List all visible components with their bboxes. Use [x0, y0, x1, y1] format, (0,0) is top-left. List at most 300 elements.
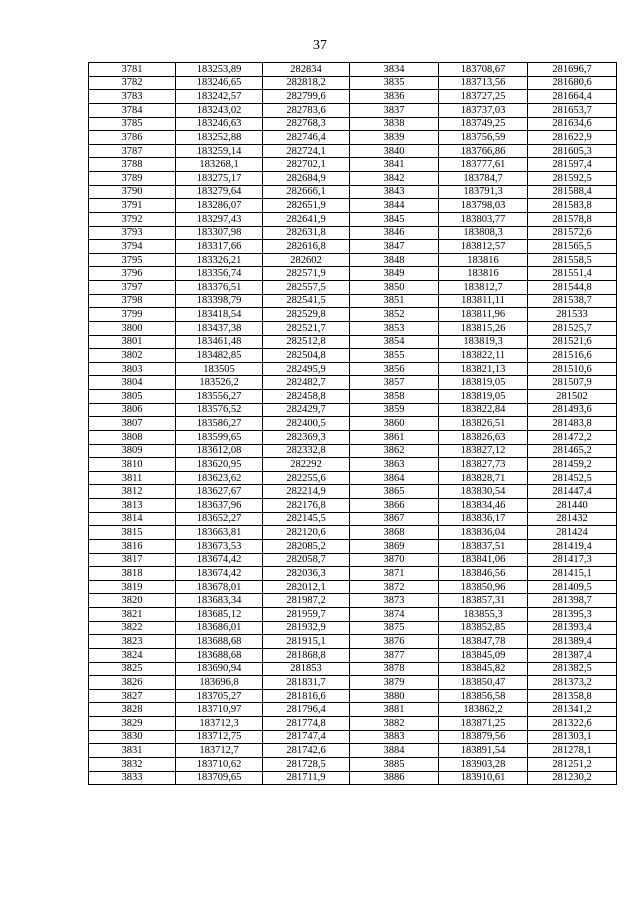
y-coordinate-cell: 281622,9	[528, 131, 617, 145]
x-coordinate-cell: 183862,2	[439, 703, 528, 717]
y-coordinate-cell: 281742,6	[263, 744, 350, 758]
y-coordinate-cell: 282783,6	[263, 103, 350, 117]
point-number-cell: 3804	[89, 376, 176, 390]
table-row	[89, 512, 617, 526]
table-row	[89, 662, 617, 676]
x-coordinate-cell: 183827,12	[439, 444, 528, 458]
x-coordinate-cell: 183252,88	[176, 131, 263, 145]
y-coordinate-cell: 281502	[528, 390, 617, 404]
x-coordinate-cell: 183253,89	[176, 63, 263, 77]
y-coordinate-cell: 281424	[528, 526, 617, 540]
y-coordinate-cell: 282495,9	[263, 362, 350, 376]
table-row	[89, 471, 617, 485]
y-coordinate-cell: 281565,5	[528, 240, 617, 254]
x-coordinate-cell: 183690,94	[176, 662, 263, 676]
y-coordinate-cell: 281398,7	[528, 594, 617, 608]
point-number-cell: 3869	[350, 539, 439, 553]
x-coordinate-cell: 183482,85	[176, 349, 263, 363]
y-coordinate-cell: 281393,4	[528, 621, 617, 635]
y-coordinate-cell: 281493,6	[528, 403, 617, 417]
point-number-cell: 3864	[350, 471, 439, 485]
x-coordinate-cell: 183505	[176, 362, 263, 376]
table-row	[89, 594, 617, 608]
y-coordinate-cell: 281634,6	[528, 117, 617, 131]
point-number-cell: 3878	[350, 662, 439, 676]
y-coordinate-cell: 282176,8	[263, 499, 350, 513]
x-coordinate-cell: 183850,96	[439, 580, 528, 594]
point-number-cell: 3806	[89, 403, 176, 417]
y-coordinate-cell: 282641,9	[263, 212, 350, 226]
y-coordinate-cell: 281521,6	[528, 335, 617, 349]
table-row	[89, 185, 617, 199]
point-number-cell: 3851	[350, 294, 439, 308]
x-coordinate-cell: 183674,42	[176, 553, 263, 567]
x-coordinate-cell: 183674,42	[176, 567, 263, 581]
point-number-cell: 3823	[89, 635, 176, 649]
point-number-cell: 3805	[89, 390, 176, 404]
y-coordinate-cell: 282684,9	[263, 172, 350, 186]
point-number-cell: 3835	[350, 76, 439, 90]
point-number-cell: 3870	[350, 553, 439, 567]
y-coordinate-cell: 282145,5	[263, 512, 350, 526]
table-row	[89, 730, 617, 744]
point-number-cell: 3842	[350, 172, 439, 186]
y-coordinate-cell: 281987,2	[263, 594, 350, 608]
x-coordinate-cell: 183398,79	[176, 294, 263, 308]
x-coordinate-cell: 183663,81	[176, 526, 263, 540]
x-coordinate-cell: 183836,17	[439, 512, 528, 526]
table-row	[89, 103, 617, 117]
point-number-cell: 3854	[350, 335, 439, 349]
table-row	[89, 458, 617, 472]
y-coordinate-cell: 281395,3	[528, 608, 617, 622]
y-coordinate-cell: 282616,8	[263, 240, 350, 254]
y-coordinate-cell: 282012,1	[263, 580, 350, 594]
y-coordinate-cell: 281419,4	[528, 539, 617, 553]
coordinates-table	[88, 62, 617, 785]
point-number-cell: 3840	[350, 144, 439, 158]
table-row	[89, 212, 617, 226]
point-number-cell: 3827	[89, 689, 176, 703]
y-coordinate-cell: 281680,6	[528, 76, 617, 90]
x-coordinate-cell: 183623,62	[176, 471, 263, 485]
margin-mark	[6, 244, 9, 247]
table-row	[89, 744, 617, 758]
table-row	[89, 417, 617, 431]
y-coordinate-cell: 281230,2	[528, 771, 617, 785]
point-number-cell: 3852	[350, 308, 439, 322]
point-number-cell: 3886	[350, 771, 439, 785]
y-coordinate-cell: 281452,5	[528, 471, 617, 485]
table-row	[89, 90, 617, 104]
y-coordinate-cell: 281932,9	[263, 621, 350, 635]
x-coordinate-cell: 183418,54	[176, 308, 263, 322]
x-coordinate-cell: 183437,38	[176, 321, 263, 335]
x-coordinate-cell: 183812,57	[439, 240, 528, 254]
x-coordinate-cell: 183903,28	[439, 757, 528, 771]
x-coordinate-cell: 183710,97	[176, 703, 263, 717]
x-coordinate-cell: 183826,51	[439, 417, 528, 431]
point-number-cell: 3855	[350, 349, 439, 363]
point-number-cell: 3860	[350, 417, 439, 431]
y-coordinate-cell: 282292	[263, 458, 350, 472]
y-coordinate-cell: 282512,8	[263, 335, 350, 349]
y-coordinate-cell: 282834	[263, 63, 350, 77]
point-number-cell: 3846	[350, 226, 439, 240]
x-coordinate-cell: 183678,01	[176, 580, 263, 594]
table-row	[89, 240, 617, 254]
point-number-cell: 3792	[89, 212, 176, 226]
x-coordinate-cell: 183826,63	[439, 430, 528, 444]
y-coordinate-cell: 282482,7	[263, 376, 350, 390]
point-number-cell: 3868	[350, 526, 439, 540]
point-number-cell: 3837	[350, 103, 439, 117]
point-number-cell: 3824	[89, 648, 176, 662]
y-coordinate-cell: 281525,7	[528, 321, 617, 335]
x-coordinate-cell: 183822,11	[439, 349, 528, 363]
x-coordinate-cell: 183812,7	[439, 281, 528, 295]
x-coordinate-cell: 183811,96	[439, 308, 528, 322]
table-row	[89, 131, 617, 145]
y-coordinate-cell: 281510,6	[528, 362, 617, 376]
x-coordinate-cell: 183243,02	[176, 103, 263, 117]
x-coordinate-cell: 183845,09	[439, 648, 528, 662]
point-number-cell: 3781	[89, 63, 176, 77]
y-coordinate-cell: 281796,4	[263, 703, 350, 717]
x-coordinate-cell: 183708,67	[439, 63, 528, 77]
point-number-cell: 3817	[89, 553, 176, 567]
y-coordinate-cell: 282400,5	[263, 417, 350, 431]
x-coordinate-cell: 183816	[439, 253, 528, 267]
point-number-cell: 3841	[350, 158, 439, 172]
x-coordinate-cell: 183712,3	[176, 717, 263, 731]
x-coordinate-cell: 183713,56	[439, 76, 528, 90]
x-coordinate-cell: 183856,58	[439, 689, 528, 703]
x-coordinate-cell: 183879,56	[439, 730, 528, 744]
x-coordinate-cell: 183766,86	[439, 144, 528, 158]
point-number-cell: 3883	[350, 730, 439, 744]
y-coordinate-cell: 281278,1	[528, 744, 617, 758]
x-coordinate-cell: 183556,27	[176, 390, 263, 404]
x-coordinate-cell: 183816	[439, 267, 528, 281]
y-coordinate-cell: 281533	[528, 308, 617, 322]
y-coordinate-cell: 282429,7	[263, 403, 350, 417]
table-row	[89, 580, 617, 594]
y-coordinate-cell: 281558,5	[528, 253, 617, 267]
point-number-cell: 3877	[350, 648, 439, 662]
x-coordinate-cell: 183847,78	[439, 635, 528, 649]
table-row	[89, 703, 617, 717]
x-coordinate-cell: 183688,68	[176, 648, 263, 662]
x-coordinate-cell: 183688,68	[176, 635, 263, 649]
y-coordinate-cell: 281483,8	[528, 417, 617, 431]
point-number-cell: 3850	[350, 281, 439, 295]
point-number-cell: 3831	[89, 744, 176, 758]
x-coordinate-cell: 183317,66	[176, 240, 263, 254]
x-coordinate-cell: 183246,65	[176, 76, 263, 90]
table-row	[89, 321, 617, 335]
y-coordinate-cell: 281382,5	[528, 662, 617, 676]
x-coordinate-cell: 183620,95	[176, 458, 263, 472]
point-number-cell: 3862	[350, 444, 439, 458]
x-coordinate-cell: 183586,27	[176, 417, 263, 431]
y-coordinate-cell: 281578,8	[528, 212, 617, 226]
y-coordinate-cell: 281373,2	[528, 676, 617, 690]
point-number-cell: 3865	[350, 485, 439, 499]
x-coordinate-cell: 183855,3	[439, 608, 528, 622]
y-coordinate-cell: 282702,1	[263, 158, 350, 172]
x-coordinate-cell: 183599,65	[176, 430, 263, 444]
x-coordinate-cell: 183845,82	[439, 662, 528, 676]
point-number-cell: 3794	[89, 240, 176, 254]
x-coordinate-cell: 183712,75	[176, 730, 263, 744]
y-coordinate-cell: 281251,2	[528, 757, 617, 771]
y-coordinate-cell: 281387,4	[528, 648, 617, 662]
table-row	[89, 144, 617, 158]
point-number-cell: 3843	[350, 185, 439, 199]
x-coordinate-cell: 183819,05	[439, 376, 528, 390]
y-coordinate-cell: 281447,4	[528, 485, 617, 499]
y-coordinate-cell: 281472,2	[528, 430, 617, 444]
point-number-cell: 3821	[89, 608, 176, 622]
x-coordinate-cell: 183461,48	[176, 335, 263, 349]
table-row	[89, 308, 617, 322]
x-coordinate-cell: 183841,06	[439, 553, 528, 567]
y-coordinate-cell: 281831,7	[263, 676, 350, 690]
point-number-cell: 3793	[89, 226, 176, 240]
y-coordinate-cell: 282557,5	[263, 281, 350, 295]
point-number-cell: 3871	[350, 567, 439, 581]
x-coordinate-cell: 183871,25	[439, 717, 528, 731]
y-coordinate-cell: 282120,6	[263, 526, 350, 540]
y-coordinate-cell: 281516,6	[528, 349, 617, 363]
x-coordinate-cell: 183777,61	[439, 158, 528, 172]
x-coordinate-cell: 183822,84	[439, 403, 528, 417]
point-number-cell: 3813	[89, 499, 176, 513]
y-coordinate-cell: 282799,6	[263, 90, 350, 104]
x-coordinate-cell: 183612,08	[176, 444, 263, 458]
table-row	[89, 689, 617, 703]
point-number-cell: 3822	[89, 621, 176, 635]
point-number-cell: 3829	[89, 717, 176, 731]
x-coordinate-cell: 183268,1	[176, 158, 263, 172]
point-number-cell: 3847	[350, 240, 439, 254]
point-number-cell: 3799	[89, 308, 176, 322]
y-coordinate-cell: 281551,4	[528, 267, 617, 281]
table-row	[89, 76, 617, 90]
y-coordinate-cell: 281747,4	[263, 730, 350, 744]
y-coordinate-cell: 281322,6	[528, 717, 617, 731]
table-row	[89, 63, 617, 77]
y-coordinate-cell: 282818,2	[263, 76, 350, 90]
point-number-cell: 3796	[89, 267, 176, 281]
point-number-cell: 3828	[89, 703, 176, 717]
point-number-cell: 3826	[89, 676, 176, 690]
point-number-cell: 3857	[350, 376, 439, 390]
table-row	[89, 567, 617, 581]
table-row	[89, 335, 617, 349]
table-row	[89, 390, 617, 404]
x-coordinate-cell: 183850,47	[439, 676, 528, 690]
x-coordinate-cell: 183242,57	[176, 90, 263, 104]
y-coordinate-cell: 281959,7	[263, 608, 350, 622]
point-number-cell: 3802	[89, 349, 176, 363]
point-number-cell: 3790	[89, 185, 176, 199]
y-coordinate-cell: 282529,8	[263, 308, 350, 322]
x-coordinate-cell: 183710,62	[176, 757, 263, 771]
y-coordinate-cell: 281389,4	[528, 635, 617, 649]
point-number-cell: 3810	[89, 458, 176, 472]
x-coordinate-cell: 183834,46	[439, 499, 528, 513]
point-number-cell: 3849	[350, 267, 439, 281]
y-coordinate-cell: 281583,8	[528, 199, 617, 213]
y-coordinate-cell: 281588,4	[528, 185, 617, 199]
x-coordinate-cell: 183784,7	[439, 172, 528, 186]
y-coordinate-cell: 281303,1	[528, 730, 617, 744]
table-row	[89, 621, 617, 635]
y-coordinate-cell: 282214,9	[263, 485, 350, 499]
point-number-cell: 3882	[350, 717, 439, 731]
table-row	[89, 281, 617, 295]
y-coordinate-cell: 281507,9	[528, 376, 617, 390]
x-coordinate-cell: 183830,54	[439, 485, 528, 499]
y-coordinate-cell: 282768,3	[263, 117, 350, 131]
table-row	[89, 172, 617, 186]
x-coordinate-cell: 183686,01	[176, 621, 263, 635]
point-number-cell: 3879	[350, 676, 439, 690]
point-number-cell: 3881	[350, 703, 439, 717]
table-row	[89, 226, 617, 240]
table-row	[89, 158, 617, 172]
point-number-cell: 3782	[89, 76, 176, 90]
x-coordinate-cell: 183803,77	[439, 212, 528, 226]
point-number-cell: 3795	[89, 253, 176, 267]
x-coordinate-cell: 183827,73	[439, 458, 528, 472]
y-coordinate-cell: 282571,9	[263, 267, 350, 281]
point-number-cell: 3866	[350, 499, 439, 513]
table-row	[89, 526, 617, 540]
point-number-cell: 3812	[89, 485, 176, 499]
x-coordinate-cell: 183696,8	[176, 676, 263, 690]
table-row	[89, 648, 617, 662]
x-coordinate-cell: 183857,31	[439, 594, 528, 608]
point-number-cell: 3784	[89, 103, 176, 117]
x-coordinate-cell: 183297,43	[176, 212, 263, 226]
table-row	[89, 757, 617, 771]
x-coordinate-cell: 183791,3	[439, 185, 528, 199]
x-coordinate-cell: 183673,53	[176, 539, 263, 553]
y-coordinate-cell: 281358,8	[528, 689, 617, 703]
point-number-cell: 3853	[350, 321, 439, 335]
y-coordinate-cell: 282724,1	[263, 144, 350, 158]
y-coordinate-cell: 281728,5	[263, 757, 350, 771]
table-row	[89, 403, 617, 417]
x-coordinate-cell: 183891,54	[439, 744, 528, 758]
x-coordinate-cell: 183286,07	[176, 199, 263, 213]
y-coordinate-cell: 282631,8	[263, 226, 350, 240]
x-coordinate-cell: 183637,96	[176, 499, 263, 513]
x-coordinate-cell: 183727,25	[439, 90, 528, 104]
x-coordinate-cell: 183275,17	[176, 172, 263, 186]
x-coordinate-cell: 183376,51	[176, 281, 263, 295]
y-coordinate-cell: 282369,3	[263, 430, 350, 444]
table-row	[89, 267, 617, 281]
point-number-cell: 3807	[89, 417, 176, 431]
point-number-cell: 3867	[350, 512, 439, 526]
point-number-cell: 3811	[89, 471, 176, 485]
y-coordinate-cell: 281432	[528, 512, 617, 526]
y-coordinate-cell: 281415,1	[528, 567, 617, 581]
table-row	[89, 608, 617, 622]
y-coordinate-cell: 282602	[263, 253, 350, 267]
y-coordinate-cell: 281544,8	[528, 281, 617, 295]
y-coordinate-cell: 281664,4	[528, 90, 617, 104]
point-number-cell: 3832	[89, 757, 176, 771]
point-number-cell: 3797	[89, 281, 176, 295]
point-number-cell: 3859	[350, 403, 439, 417]
point-number-cell: 3838	[350, 117, 439, 131]
y-coordinate-cell: 281417,3	[528, 553, 617, 567]
point-number-cell: 3880	[350, 689, 439, 703]
x-coordinate-cell: 183685,12	[176, 608, 263, 622]
table-row	[89, 199, 617, 213]
x-coordinate-cell: 183749,25	[439, 117, 528, 131]
point-number-cell: 3844	[350, 199, 439, 213]
point-number-cell: 3819	[89, 580, 176, 594]
point-number-cell: 3803	[89, 362, 176, 376]
point-number-cell: 3872	[350, 580, 439, 594]
point-number-cell: 3885	[350, 757, 439, 771]
point-number-cell: 3787	[89, 144, 176, 158]
point-number-cell: 3788	[89, 158, 176, 172]
x-coordinate-cell: 183259,14	[176, 144, 263, 158]
point-number-cell: 3845	[350, 212, 439, 226]
point-number-cell: 3834	[350, 63, 439, 77]
x-coordinate-cell: 183798,03	[439, 199, 528, 213]
point-number-cell: 3789	[89, 172, 176, 186]
table-row	[89, 117, 617, 131]
x-coordinate-cell: 183627,67	[176, 485, 263, 499]
table-row	[89, 553, 617, 567]
y-coordinate-cell: 282746,4	[263, 131, 350, 145]
x-coordinate-cell: 183279,64	[176, 185, 263, 199]
y-coordinate-cell: 281853	[263, 662, 350, 676]
x-coordinate-cell: 183246,63	[176, 117, 263, 131]
x-coordinate-cell: 183326,21	[176, 253, 263, 267]
y-coordinate-cell: 282058,7	[263, 553, 350, 567]
x-coordinate-cell: 183821,13	[439, 362, 528, 376]
y-coordinate-cell: 282521,7	[263, 321, 350, 335]
x-coordinate-cell: 183852,85	[439, 621, 528, 635]
y-coordinate-cell: 281572,6	[528, 226, 617, 240]
y-coordinate-cell: 282504,8	[263, 349, 350, 363]
x-coordinate-cell: 183705,27	[176, 689, 263, 703]
x-coordinate-cell: 183307,98	[176, 226, 263, 240]
point-number-cell: 3856	[350, 362, 439, 376]
point-number-cell: 3873	[350, 594, 439, 608]
y-coordinate-cell: 281653,7	[528, 103, 617, 117]
x-coordinate-cell: 183815,26	[439, 321, 528, 335]
y-coordinate-cell: 281711,9	[263, 771, 350, 785]
point-number-cell: 3783	[89, 90, 176, 104]
x-coordinate-cell: 183819,05	[439, 390, 528, 404]
table-row	[89, 444, 617, 458]
x-coordinate-cell: 183683,34	[176, 594, 263, 608]
point-number-cell: 3798	[89, 294, 176, 308]
point-number-cell: 3800	[89, 321, 176, 335]
y-coordinate-cell: 282036,3	[263, 567, 350, 581]
y-coordinate-cell: 281696,7	[528, 63, 617, 77]
